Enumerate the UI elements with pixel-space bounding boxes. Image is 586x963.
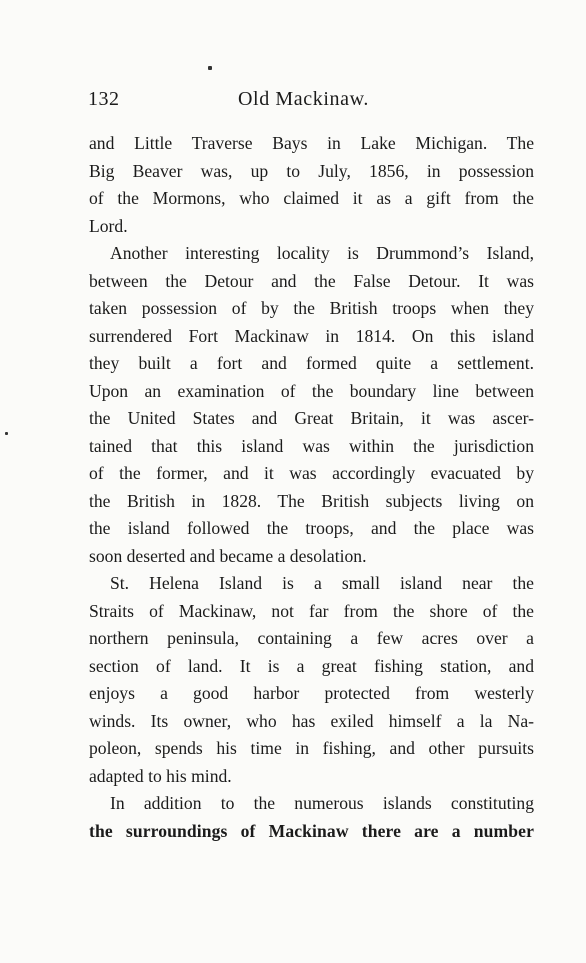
text-line: the island followed the troops, and the place was [89,518,534,538]
running-title: Old Mackinaw. [238,88,369,110]
text-line: they built a fort and formed quite a settlement. [89,353,534,373]
text-line: of the former, and it was accordingly evacuated by [89,463,534,483]
text-line: Another interesting locality is Drummond’s Island, [110,243,534,263]
text-line: surrendered Fort Mackinaw in 1814. On this island [89,325,534,346]
text-line: poleon, spends his time in fishing, and other pursuits [89,738,534,758]
text-line: of the Mormons, who claimed it as a gift from the [89,188,534,208]
text-line: Straits of Mackinaw, not far from the shore of the [89,600,534,621]
text-line: the United States and Great Britain, it was ascer- [89,408,534,428]
page-number: 132 [88,88,120,110]
text-line: between the Detour and the False Detour. It was [89,270,534,291]
text-line: winds. Its owner, who has exiled himself a la Na- [89,710,534,731]
text-line: In addition to the numerous islands constituting [110,793,534,813]
text-line: adapted to his mind. [89,765,232,786]
body-text [89,130,534,845]
ink-speck-left [5,432,8,435]
text-line: the surroundings of Mackinaw there are a number [89,820,534,841]
paragraph-3 [89,570,534,790]
text-line: section of land. It is a great fishing station, and [89,655,534,676]
page-header [88,88,534,118]
text-line: Big Beaver was, up to July, 1856, in possession [89,160,534,181]
ink-speck-top [208,66,212,70]
paragraph-4 [89,790,534,845]
paragraph-1 [89,130,534,240]
text-line: tained that this island was within the jurisdiction [89,435,534,456]
paragraph-2 [89,240,534,570]
text-line: taken possession of by the British troops when they [89,298,534,318]
text-line: Lord. [89,215,128,236]
text-line: enjoys a good harbor protected from westerly [89,683,534,703]
text-line: and Little Traverse Bays in Lake Michigan. The [89,133,534,153]
text-line: soon deserted and became a desolation. [89,545,367,566]
text-line: northern peninsula, containing a few acres over a [89,628,534,648]
text-line: St. Helena Island is a small island near the [110,573,534,593]
text-line: Upon an examination of the boundary line between [89,380,534,401]
text-line: the British in 1828. The British subjects living on [89,490,534,511]
